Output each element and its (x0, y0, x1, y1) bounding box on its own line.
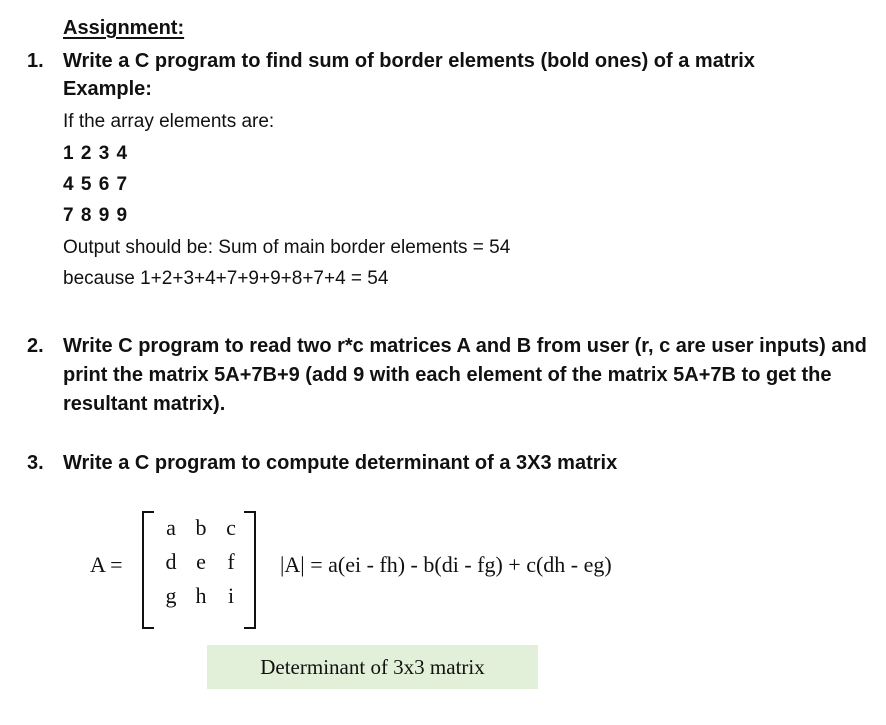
matrix-cell: a (166, 515, 176, 540)
example-label: Example: (63, 78, 152, 100)
matrix-cell: h (195, 583, 207, 608)
question-number: 1. (27, 50, 44, 72)
determinant-expression: |A| = a(ei - fh) - b(di - fg) + c(dh - eg) (280, 552, 612, 577)
matrix-cell: b (195, 515, 207, 540)
example-because: because 1+2+3+4+7+9+9+8+7+4 = 54 (63, 268, 389, 289)
question-2 (27, 332, 867, 419)
matrix-row-3: 7 8 9 9 (63, 205, 129, 226)
question-number: 2. (27, 335, 44, 357)
formula-caption: Determinant of 3x3 matrix (207, 645, 538, 689)
matrix-cell: i (227, 583, 235, 608)
question-3 (27, 449, 787, 478)
question-text: Write a C program to compute determinant of a 3X3 matrix (63, 452, 618, 474)
question-1 (27, 47, 787, 76)
left-bracket (142, 511, 154, 629)
matrix-cell: f (227, 549, 235, 574)
example-intro: If the array elements are: (63, 111, 275, 132)
matrix-cell: d (165, 549, 177, 574)
assignment-heading: Assignment: (63, 17, 185, 39)
matrix-row-1: 1 2 3 4 (63, 143, 129, 164)
right-bracket (244, 511, 256, 629)
matrix-cell: e (196, 549, 206, 574)
example-output: Output should be: Sum of main border elements = 54 (63, 237, 511, 258)
determinant-formula (84, 505, 704, 625)
matrix-cell: c (226, 515, 236, 540)
matrix-row-2: 4 5 6 7 (63, 174, 129, 195)
question-number: 3. (27, 452, 44, 474)
matrix-lhs: A = (90, 552, 123, 577)
matrix-cell: g (165, 583, 177, 608)
matrix-cells (156, 515, 246, 617)
question-text: Write a C program to find sum of border elements (bold ones) of a matrix (63, 50, 755, 72)
question-text: Write C program to read two r*c matrices A and B from user (r, c are user inputs) and print the matrix 5A+7B+9 (add 9 with each element of the matrix 5A+7B to get the resultant matrix). (63, 335, 867, 415)
